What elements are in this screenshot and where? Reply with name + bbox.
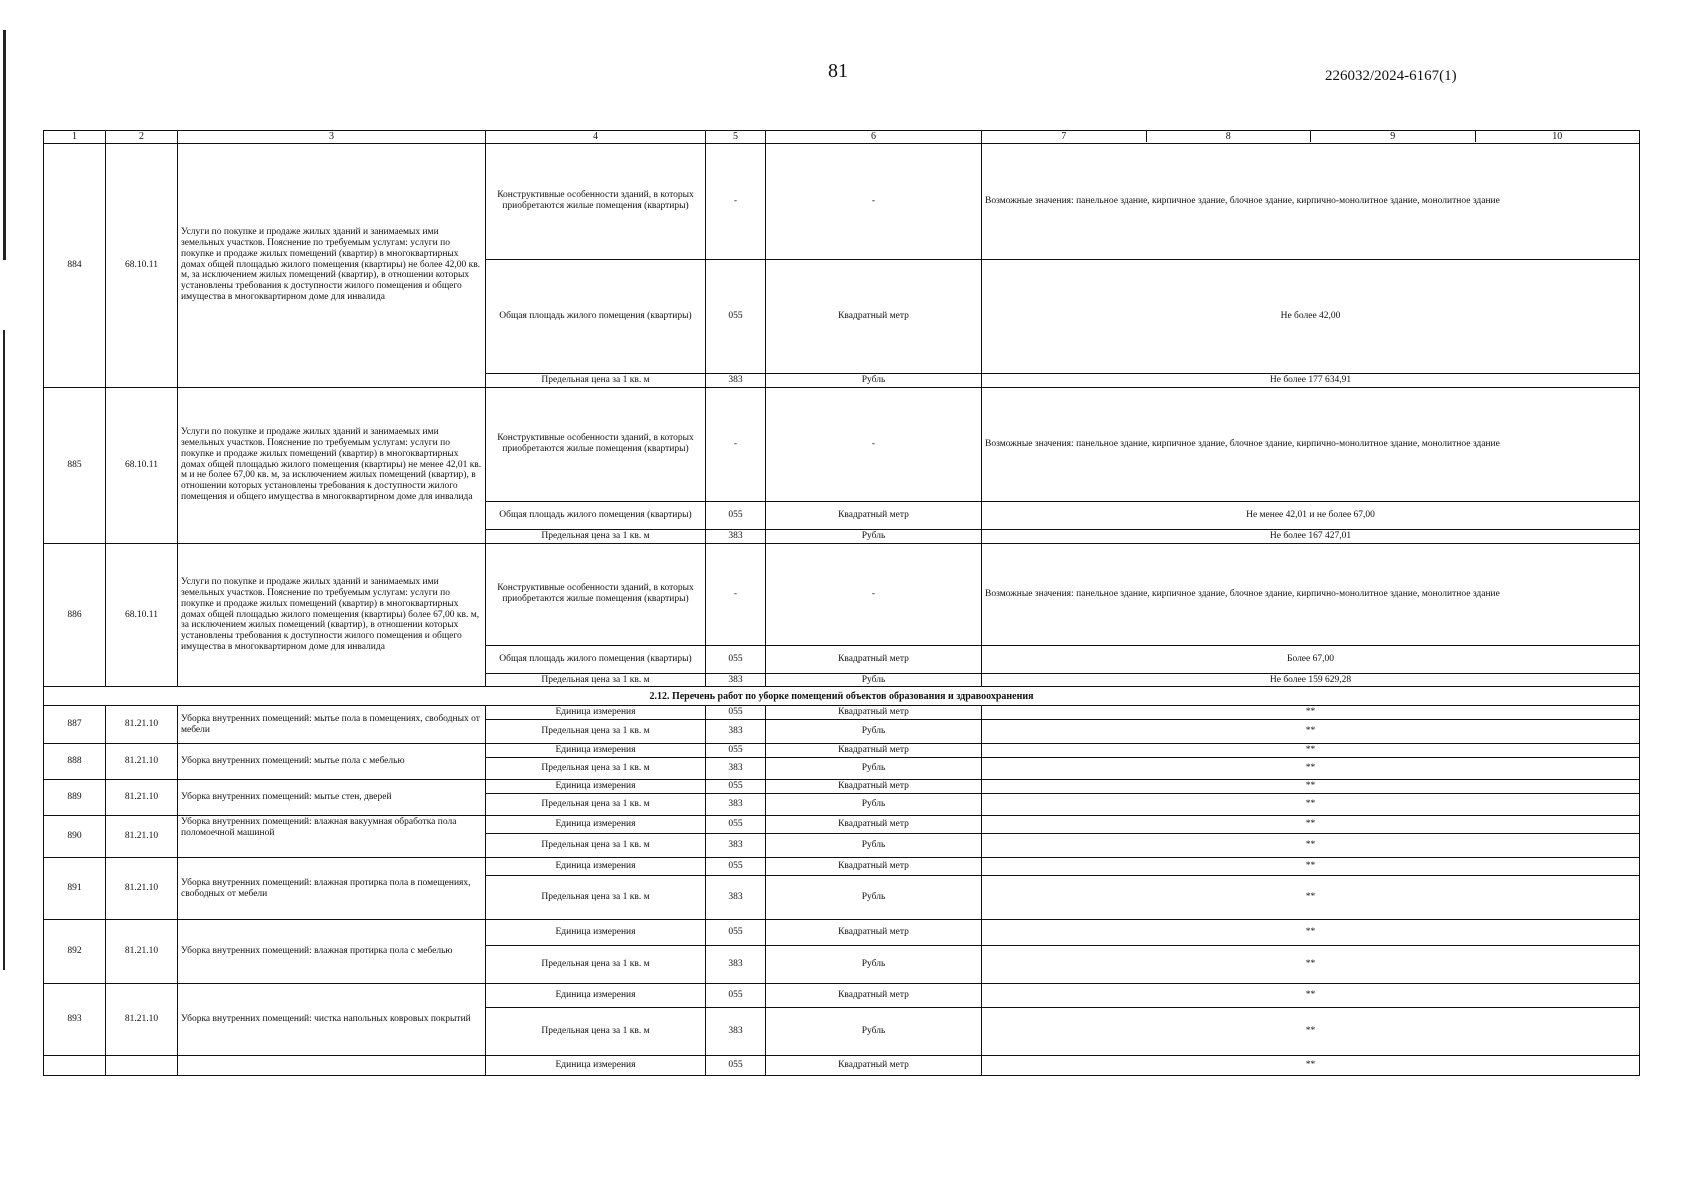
row-number: 890	[44, 816, 106, 858]
characteristic-value: **	[982, 1008, 1640, 1056]
unit-name: -	[766, 143, 982, 259]
unit-name: Рубль	[766, 794, 982, 816]
row-description: Уборка внутренних помещений: чистка напольных ковровых покрытий	[178, 984, 486, 1056]
unit-name: Рубль	[766, 834, 982, 858]
column-header-group	[982, 131, 1640, 144]
table-row	[44, 387, 1640, 501]
okpd-code: 68.10.11	[106, 143, 178, 387]
characteristic-name: Предельная цена за 1 кв. м	[486, 720, 706, 744]
okei-code: 055	[706, 706, 766, 720]
column-header: 10	[1475, 131, 1640, 142]
unit-name: Квадратный метр	[766, 259, 982, 373]
characteristic-name: Единица измерения	[486, 920, 706, 946]
row-number: 888	[44, 744, 106, 780]
characteristic-value: **	[982, 984, 1640, 1008]
column-header: 1	[44, 131, 106, 144]
section-title: 2.12. Перечень работ по уборке помещений объектов образования и здравоохранения	[44, 687, 1640, 706]
unit-name: Рубль	[766, 673, 982, 687]
characteristic-value: Возможные значения: панельное здание, кирпичное здание, блочное здание, кирпично-монолитное здание, монолитное здание	[982, 143, 1640, 259]
unit-name: Рубль	[766, 758, 982, 780]
table-row	[44, 920, 1640, 946]
column-header: 2	[106, 131, 178, 144]
characteristic-value: **	[982, 816, 1640, 834]
characteristic-name: Общая площадь жилого помещения (квартиры)	[486, 501, 706, 529]
page-number: 81	[828, 60, 848, 82]
unit-name: Рубль	[766, 876, 982, 920]
table-row	[44, 706, 1640, 720]
column-header: 8	[1146, 131, 1311, 142]
column-header: 6	[766, 131, 982, 144]
table-row	[44, 780, 1640, 794]
row-number: 885	[44, 387, 106, 543]
okpd-code: 81.21.10	[106, 858, 178, 920]
table-row	[44, 816, 1640, 834]
row-number: 892	[44, 920, 106, 984]
characteristic-value: **	[982, 706, 1640, 720]
characteristic-value: Не более 42,00	[982, 259, 1640, 373]
characteristic-name: Единица измерения	[486, 780, 706, 794]
characteristic-value: Возможные значения: панельное здание, кирпичное здание, блочное здание, кирпично-монолитное здание, монолитное здание	[982, 543, 1640, 645]
document-id: 226032/2024-6167(1)	[1325, 68, 1457, 84]
unit-name: Квадратный метр	[766, 920, 982, 946]
characteristic-name: Предельная цена за 1 кв. м	[486, 758, 706, 780]
row-description: Услуги по покупке и продаже жилых зданий и занимаемых ими земельных участков. Пояснение по требуемым услугам: услуги по покупке и продаже жилых помещений (квартир) в многоквартирных домах общей площадью жилого помещения (квартиры) не более 42,00 кв. м, за исключением жилых помещений (квартир), в отношении которых установлены требования к доступности жилого помещения и общего имущества в многоквартирном доме для инвалида	[178, 143, 486, 387]
characteristic-name: Предельная цена за 1 кв. м	[486, 834, 706, 858]
okei-code: 055	[706, 501, 766, 529]
characteristic-name: Предельная цена за 1 кв. м	[486, 876, 706, 920]
okpd-code: 81.21.10	[106, 706, 178, 744]
characteristic-name: Конструктивные особенности зданий, в которых приобретаются жилые помещения (квартиры)	[486, 543, 706, 645]
okei-code: 055	[706, 816, 766, 834]
unit-name: Квадратный метр	[766, 501, 982, 529]
okei-code: 383	[706, 758, 766, 780]
row-description	[178, 1056, 486, 1076]
characteristic-name: Предельная цена за 1 кв. м	[486, 373, 706, 387]
okpd-code: 81.21.10	[106, 984, 178, 1056]
okei-code: 055	[706, 645, 766, 673]
characteristic-name: Конструктивные особенности зданий, в которых приобретаются жилые помещения (квартиры)	[486, 143, 706, 259]
okei-code: 055	[706, 858, 766, 876]
row-description: Услуги по покупке и продаже жилых зданий и занимаемых ими земельных участков. Пояснение по требуемым услугам: услуги по покупке и продаже жилых помещений (квартир) в многоквартирных домах общей площадью жилого помещения (квартиры) не менее 42,01 кв. м и не более 67,00 кв. м, за исключением жилых помещений (квартир), в отношении которых установлены требования к доступности жилого помещения и общего имущества в многоквартирном доме для инвалида	[178, 387, 486, 543]
column-header: 9	[1310, 131, 1475, 142]
column-header: 7	[1061, 131, 1067, 143]
okei-code: 383	[706, 373, 766, 387]
okei-code: 055	[706, 259, 766, 373]
okei-code: 055	[706, 984, 766, 1008]
unit-name: Рубль	[766, 373, 982, 387]
procurement-table-wrapper	[43, 130, 1639, 1076]
column-header: 3	[178, 131, 486, 144]
scan-margin-mark	[3, 330, 5, 970]
okei-code: 383	[706, 1008, 766, 1056]
characteristic-name: Общая площадь жилого помещения (квартиры)	[486, 645, 706, 673]
okei-code: -	[706, 543, 766, 645]
okei-code: 055	[706, 780, 766, 794]
characteristic-name: Единица измерения	[486, 1056, 706, 1076]
row-number: 884	[44, 143, 106, 387]
okpd-code	[106, 1056, 178, 1076]
characteristic-name: Предельная цена за 1 кв. м	[486, 1008, 706, 1056]
unit-name: Квадратный метр	[766, 780, 982, 794]
characteristic-name: Единица измерения	[486, 984, 706, 1008]
row-number	[44, 1056, 106, 1076]
unit-name: Рубль	[766, 529, 982, 543]
characteristic-name: Единица измерения	[486, 706, 706, 720]
characteristic-value: **	[982, 834, 1640, 858]
okpd-code: 68.10.11	[106, 543, 178, 687]
table-row	[44, 1056, 1640, 1076]
okei-code: -	[706, 143, 766, 259]
unit-name: -	[766, 543, 982, 645]
characteristic-value: **	[982, 720, 1640, 744]
characteristic-name: Предельная цена за 1 кв. м	[486, 946, 706, 984]
procurement-table	[43, 130, 1640, 1076]
characteristic-value: **	[982, 794, 1640, 816]
okei-code: 383	[706, 720, 766, 744]
table-row	[44, 858, 1640, 876]
unit-name: Квадратный метр	[766, 816, 982, 834]
unit-name: Квадратный метр	[766, 858, 982, 876]
unit-name: Квадратный метр	[766, 744, 982, 758]
characteristic-value: Не более 177 634,91	[982, 373, 1640, 387]
characteristic-value: **	[982, 1056, 1640, 1076]
row-description: Уборка внутренних помещений: влажная протирка пола в помещениях, свободных от мебели	[178, 858, 486, 920]
table-row	[44, 543, 1640, 645]
row-description: Уборка внутренних помещений: влажная протирка пола с мебелью	[178, 920, 486, 984]
row-number: 893	[44, 984, 106, 1056]
row-description: Услуги по покупке и продаже жилых зданий и занимаемых ими земельных участков. Пояснение по требуемым услугам: услуги по покупке и продаже жилых помещений (квартир) в многоквартирных домах общей площадью жилого помещения (квартиры) более 67,00 кв. м, за исключением жилых помещений (квартир), в отношении которых установлены требования к доступности жилого помещения и общего имущества в многоквартирном доме для инвалида	[178, 543, 486, 687]
characteristic-value: Не менее 42,01 и не более 67,00	[982, 501, 1640, 529]
okpd-code: 81.21.10	[106, 920, 178, 984]
unit-name: Квадратный метр	[766, 706, 982, 720]
characteristic-value: **	[982, 858, 1640, 876]
characteristic-value: **	[982, 876, 1640, 920]
okpd-code: 81.21.10	[106, 744, 178, 780]
section-header-row	[44, 687, 1640, 706]
characteristic-name: Общая площадь жилого помещения (квартиры)	[486, 259, 706, 373]
table-row	[44, 744, 1640, 758]
characteristic-name: Конструктивные особенности зданий, в которых приобретаются жилые помещения (квартиры)	[486, 387, 706, 501]
okpd-code: 81.21.10	[106, 780, 178, 816]
characteristic-value: **	[982, 758, 1640, 780]
unit-name: Рубль	[766, 1008, 982, 1056]
okei-code: 383	[706, 529, 766, 543]
characteristic-value: Возможные значения: панельное здание, кирпичное здание, блочное здание, кирпично-монолитное здание, монолитное здание	[982, 387, 1640, 501]
unit-name: Квадратный метр	[766, 984, 982, 1008]
okpd-code: 81.21.10	[106, 816, 178, 858]
unit-name: Квадратный метр	[766, 1056, 982, 1076]
okei-code: 383	[706, 673, 766, 687]
unit-name: -	[766, 387, 982, 501]
okei-code: 055	[706, 744, 766, 758]
okei-code: 383	[706, 794, 766, 816]
row-number: 887	[44, 706, 106, 744]
characteristic-value: **	[982, 920, 1640, 946]
characteristic-value: **	[982, 946, 1640, 984]
characteristic-name: Предельная цена за 1 кв. м	[486, 529, 706, 543]
column-number-row	[44, 131, 1640, 144]
table-row	[44, 143, 1640, 259]
characteristic-name: Единица измерения	[486, 744, 706, 758]
okei-code: 383	[706, 834, 766, 858]
row-number: 889	[44, 780, 106, 816]
characteristic-name: Предельная цена за 1 кв. м	[486, 673, 706, 687]
row-number: 891	[44, 858, 106, 920]
row-description: Уборка внутренних помещений: мытье пола с мебелью	[178, 744, 486, 780]
okei-code: 055	[706, 920, 766, 946]
table-row	[44, 984, 1640, 1008]
row-description: Уборка внутренних помещений: мытье пола в помещениях, свободных от мебели	[178, 706, 486, 744]
row-description: Уборка внутренних помещений: влажная вакуумная обработка пола поломоечной машиной	[178, 816, 486, 858]
characteristic-value: Не более 159 629,28	[982, 673, 1640, 687]
row-number: 886	[44, 543, 106, 687]
characteristic-value: Не более 167 427,01	[982, 529, 1640, 543]
characteristic-name: Предельная цена за 1 кв. м	[486, 794, 706, 816]
okei-code: 055	[706, 1056, 766, 1076]
scan-margin-mark	[3, 30, 6, 260]
characteristic-name: Единица измерения	[486, 858, 706, 876]
row-description: Уборка внутренних помещений: мытье стен, дверей	[178, 780, 486, 816]
characteristic-value: **	[982, 744, 1640, 758]
okei-code: 383	[706, 946, 766, 984]
characteristic-value: **	[982, 780, 1640, 794]
okei-code: 383	[706, 876, 766, 920]
column-header: 4	[486, 131, 706, 144]
column-header: 5	[706, 131, 766, 144]
characteristic-name: Единица измерения	[486, 816, 706, 834]
unit-name: Рубль	[766, 946, 982, 984]
okpd-code: 68.10.11	[106, 387, 178, 543]
characteristic-value: Более 67,00	[982, 645, 1640, 673]
unit-name: Рубль	[766, 720, 982, 744]
okei-code: -	[706, 387, 766, 501]
unit-name: Квадратный метр	[766, 645, 982, 673]
